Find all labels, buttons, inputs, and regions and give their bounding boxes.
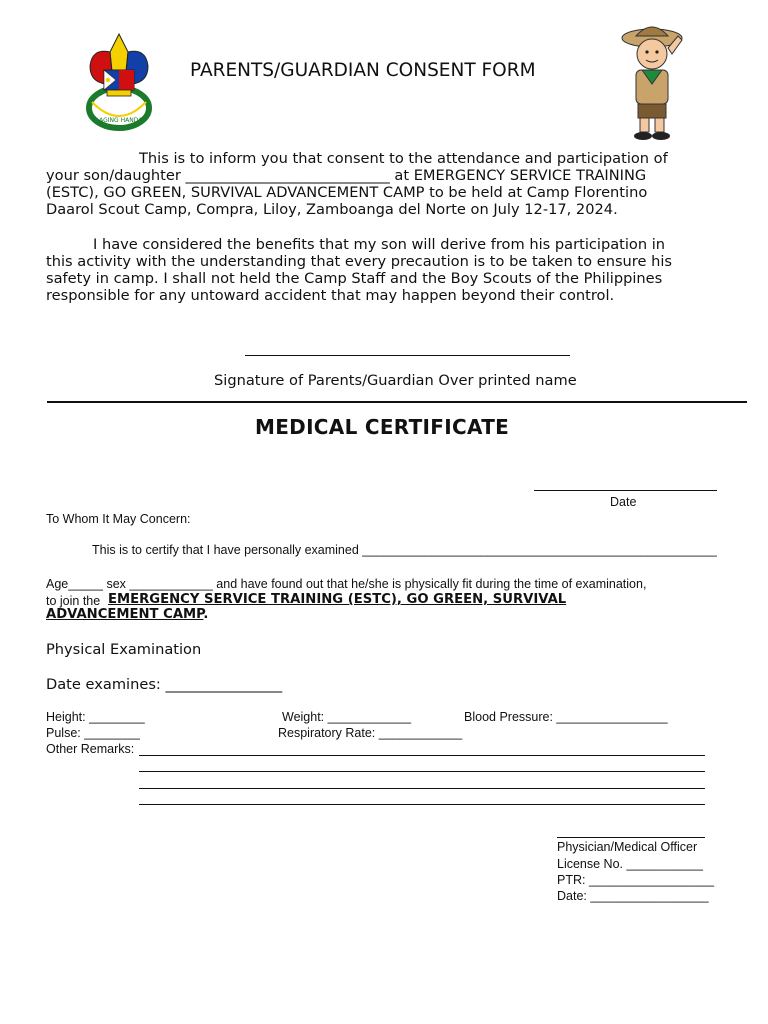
consent-paragraph-1 [46,150,714,218]
license-number-field[interactable]: License No. ___________ [557,857,703,871]
saluting-scout-icon [612,22,692,144]
medical-certificate-title: MEDICAL CERTIFICATE [255,415,510,439]
respiratory-rate-field[interactable]: Respiratory Rate: ____________ [278,726,463,740]
date-signature-line[interactable] [534,490,717,491]
camp-name-text: ADVANCEMENT CAMP [46,607,204,622]
salutation: To Whom It May Concern: [46,512,191,526]
remarks-line[interactable] [139,804,705,805]
consent-form-title: PARENTS/GUARDIAN CONSENT FORM [190,60,536,81]
blood-pressure-field[interactable]: Blood Pressure: ________________ [464,710,668,724]
date-examines-field[interactable]: Date examines: ________________ [46,676,283,693]
age-sex-statement: Age_____ sex ____________ and have found out that he/she is physically fit during the time of examination, [46,577,647,591]
remarks-line[interactable] [139,788,705,789]
physical-examination-heading: Physical Examination [46,641,202,658]
consent-p1-line: (ESTC), GO GREEN, SURVIVAL ADVANCEMENT CAMP to be held at Camp Florentino [46,184,648,202]
consent-p2-line: I have considered the benefits that my son will derive from his participation in [93,236,666,253]
pulse-field[interactable]: Pulse: ________ [46,726,140,740]
logo-motto-text: LAGING HANDA [95,117,143,124]
consent-p2-line: responsible for any untoward accident that may happen beyond their control. [46,287,615,305]
ptr-field[interactable]: PTR: __________________ [557,873,715,887]
other-remarks-label: Other Remarks: [46,742,135,756]
signature-caption: Signature of Parents/Guardian Over printed name [214,372,577,389]
physician-signature-line[interactable] [557,837,705,838]
consent-p2-line: this activity with the understanding that every precaution is to be taken to ensure his [46,253,672,271]
physician-date-field[interactable]: Date: _________________ [557,889,709,903]
camp-name-line-1: EMERGENCY SERVICE TRAINING (ESTC), GO GREEN, SURVIVAL [108,592,567,607]
consent-p1-line: This is to inform you that consent to the attendance and participation of [139,150,668,167]
remarks-line[interactable] [139,771,705,772]
remarks-line[interactable] [139,755,705,756]
consent-p2-line: safety in camp. I shall not held the Camp Staff and the Boy Scouts of the Philippines [46,270,663,288]
weight-field[interactable]: Weight: ____________ [282,710,412,724]
section-divider [47,401,747,403]
consent-p1-line: your son/daughter ____________________________ at EMERGENCY SERVICE TRAINING [46,167,647,185]
date-label: Date [610,495,637,509]
join-prefix: to join the [46,594,101,608]
camp-name-line-2 [46,607,208,622]
certify-statement: This is to certify that I have personally examined ___________________________________________________ [92,543,717,557]
consent-p1-line: Daarol Scout Camp, Compra, Liloy, Zamboanga del Norte on July 12-17, 2024. [46,201,618,219]
height-field[interactable]: Height: ________ [46,710,145,724]
scout-emblem-logo [82,30,156,140]
parent-signature-line[interactable] [245,355,570,356]
physician-title: Physician/Medical Officer [557,840,698,854]
consent-paragraph-2 [46,236,714,304]
camp-name-period: . [203,607,209,622]
